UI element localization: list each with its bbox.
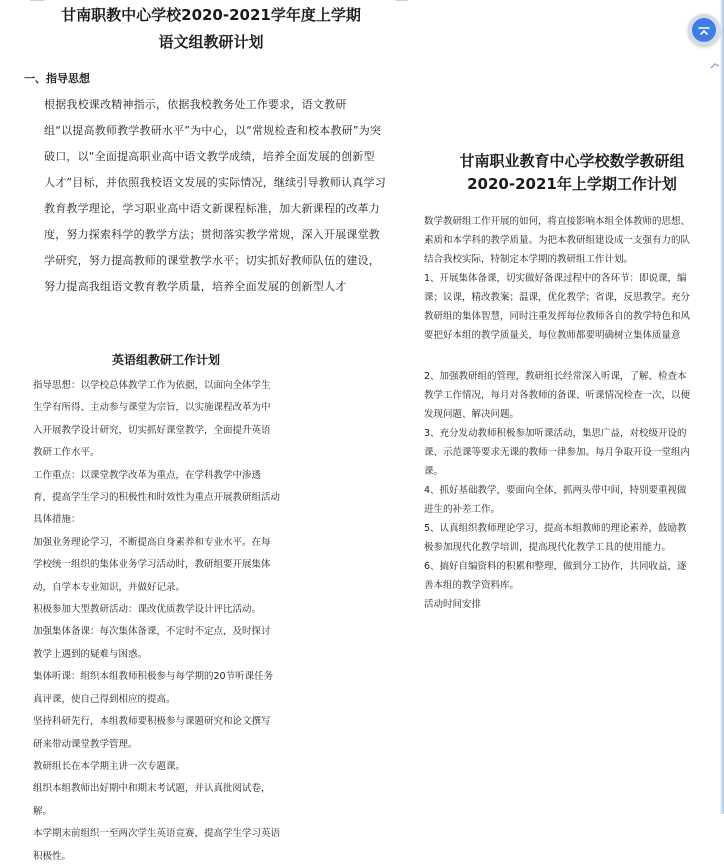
text-line: 坚持科研先行，本组教师要积极参与课题研究和论文撰写	[33, 716, 271, 728]
text-line: 素质和本学科的教学质量。为把本教研组建设成一支强有力的队	[424, 235, 691, 246]
doc-body	[28, 375, 304, 868]
text-line: 课、示范课等要求无课的教师一律参加。每月争取开设一堂组内	[424, 447, 691, 458]
text-line: 具体措施：	[33, 514, 81, 526]
text-line: 善本组的教学资料库。	[424, 580, 520, 591]
text-line: 研来带动课堂教学管理。	[33, 738, 138, 750]
text-line: 工作重点：以课堂教学改革为重点，在学科教学中渗透	[33, 469, 262, 481]
scroll-marker-icon	[710, 62, 720, 70]
text-line: 根据我校课改精神指示，依据我校教务处工作要求，语文教研	[44, 98, 347, 111]
paragraph-spacer	[424, 345, 720, 367]
document-page-chinese-plan	[22, 0, 400, 292]
text-line: 指导思想：以学校总体教学工作为依据，以面向全体学生	[33, 380, 271, 391]
text-line: 努力提高我组语文教育教学质量，培养全面发展的创新型人才	[44, 280, 347, 293]
doc-title-line-2: 2020-2021年上学期工作计划	[467, 175, 677, 193]
text-line: 教研组的集体智慧，同时注重发挥每位教师各自的教学特色和风	[424, 311, 691, 322]
text-line: 解。	[33, 805, 53, 817]
text-line: 教研工作水平。	[33, 447, 100, 459]
text-line: 入开展教学设计研究，切实抓好课堂教学，全面提升英语	[33, 424, 271, 436]
text-line: 2、加强教研组的管理，教研组长经常深入听课，了解、检查本	[424, 371, 687, 382]
document-page-english-plan	[28, 345, 304, 862]
text-line: 本学期末前组织一至两次学生英语竞赛，提高学生学习英语	[33, 828, 281, 840]
text-line: 真评课，使自己得到相应的提高。	[33, 693, 176, 705]
text-line: 发现问题、解决问题。	[424, 409, 520, 420]
text-line: 集体听课：组织本组教师积极参与每学期的20节听课任务	[33, 671, 274, 683]
text-line: 课；议课，精改教案；温课，优化教学；省课，反思教学。充分	[424, 292, 691, 303]
text-line: 进生的补差工作。	[424, 504, 501, 515]
text-line: 数学教研组工作开展的如何，将直接影响本组全体教师的思想、	[424, 216, 691, 227]
text-line: 组“以提高教师教学教研水平”为中心，以“常规检查和校本教研”为突	[44, 124, 382, 137]
text-line: 活动时间安排	[424, 599, 482, 610]
text-line: 课。	[424, 466, 444, 477]
text-line: 4、抓好基础教学，要面向全体，抓两头带中间，特别要重视做	[424, 485, 687, 496]
text-line: 积极参加大型教研活动：课改优质教学设计评比活动。	[33, 604, 262, 616]
back-to-top-button[interactable]	[688, 14, 720, 46]
arrow-up-icon	[692, 18, 716, 42]
doc-body	[424, 212, 720, 614]
text-line: 加强集体备课：每次集体备课，不定时不定点，及时探讨	[33, 626, 271, 638]
text-line: 学校统一组织的集体业务学习活动时，教研组要开展集体	[33, 559, 271, 571]
text-line: 破口，以“全面提高职业高中语文教学成绩，培养全面发展的创新型	[44, 150, 375, 163]
text-line: 加强业务理论学习，不断提高自身素养和专业水平。在每	[33, 536, 271, 548]
text-line: 度，努力探索科学的教学方法；贯彻落实教学常规，深入开展课堂教	[44, 228, 380, 241]
section-heading: 一、指导思想	[24, 72, 90, 85]
text-line: 1、开展集体备课，切实做好备课过程中的各环节：即说课，编	[424, 273, 687, 284]
text-line: 6、搞好自编资料的积累和整理，做到分工协作，共同收益，逐	[424, 561, 687, 572]
doc-title-line-2: 语文组教研计划	[158, 33, 264, 51]
page-edge-marker	[30, 0, 44, 1]
text-line: 积极性。	[33, 850, 72, 862]
text-line: 生学有所得、主动参与课堂为宗旨，以实施课程改革为中	[33, 402, 271, 414]
text-line: 育，提高学生学习的积极性和时效性为重点开展教研组活动	[33, 492, 281, 504]
page-edge-marker	[396, 0, 408, 1]
text-line: 人才”目标，并依照我校语文发展的实际情况，继续引导教师认真学习	[44, 176, 386, 189]
text-line: 3、充分发动教师积极参加听课活动，集思广益，对校级开设的	[424, 428, 687, 439]
doc-title-line-1: 甘南职业教育中心学校数学教研组	[459, 152, 685, 170]
text-line: 教研组长在本学期主讲一次专题课。	[33, 760, 186, 772]
text-line: 5、认真组织教师理论学习，提高本组教师的理论素养，鼓励教	[424, 523, 687, 534]
text-line: 要把好本组的教学质量关，每位教师都要明确树立集体质量意	[424, 330, 681, 341]
doc-title: 英语组教研工作计划	[111, 353, 220, 367]
doc-body	[22, 92, 400, 300]
text-line: 动，自学本专业知识，并做好记录。	[33, 581, 186, 593]
text-line: 学研究，努力提高教师的课堂教学水平；切实抓好教师队伍的建设，	[44, 254, 380, 267]
text-line: 教学上遇到的疑难与困惑。	[33, 648, 148, 660]
text-line: 极参加现代化教学培训，提高现代化教学工具的使用能力。	[424, 542, 672, 553]
document-page-math-plan	[424, 150, 720, 670]
text-line: 教学工作情况，每月对各教师的备课、听课情况检查一次，以便	[424, 390, 691, 401]
text-line: 结合我校实际，特制定本学期的教研组工作计划。	[424, 254, 634, 265]
doc-title-line-1: 甘南职教中心学校2020-2021学年度上学期	[61, 6, 361, 24]
text-line: 教育教学理论，学习职业高中语文新课程标准，加大新课程的改革力	[44, 202, 380, 215]
text-line: 组织本组教师出好期中和期末考试题，并认真批阅试卷，	[33, 783, 271, 795]
